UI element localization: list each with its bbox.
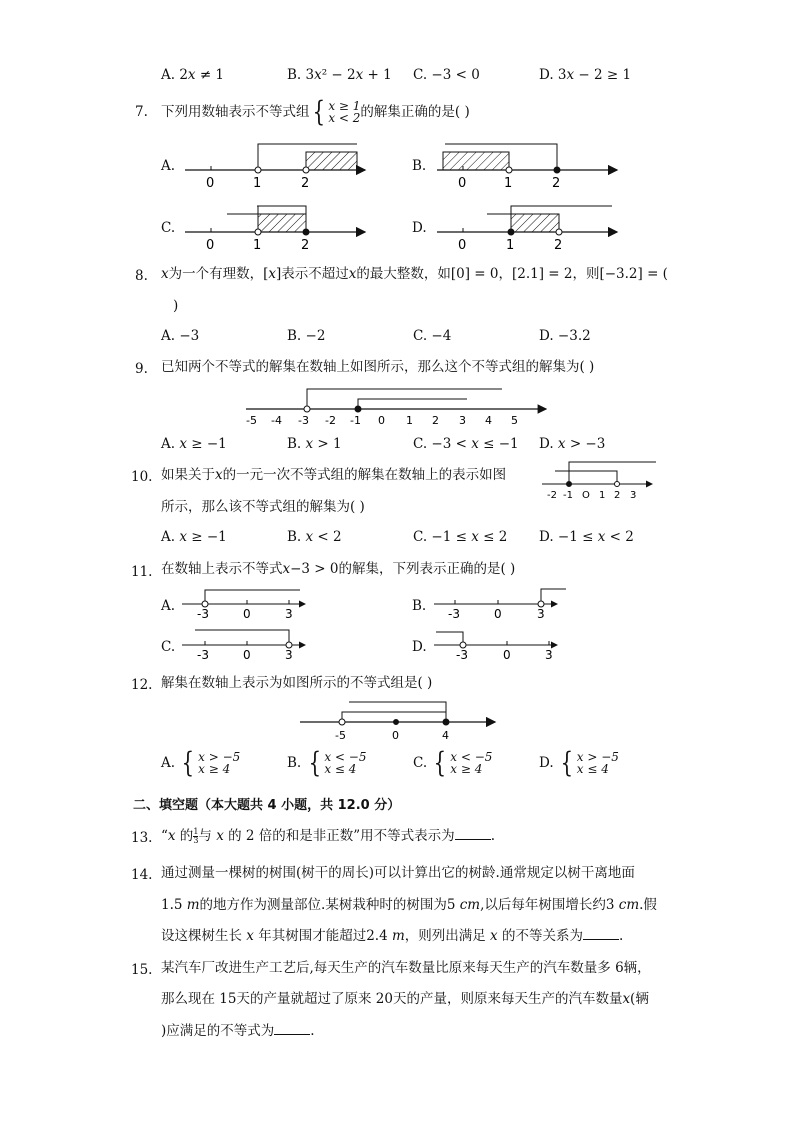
- tick-label: 2: [554, 238, 563, 253]
- tick-label: 3: [630, 490, 637, 501]
- q9-option-b: B. 𝑥 > 1: [287, 436, 342, 452]
- tick-label: O: [582, 490, 590, 501]
- q7-number: 7.: [135, 104, 148, 120]
- q14-end: .: [618, 928, 624, 944]
- q12-option-d: [539, 748, 619, 778]
- brace-icon: {: [434, 746, 447, 779]
- q11-label-d: D.: [412, 639, 427, 655]
- tick-label: 3: [459, 414, 466, 427]
- q8-option-b: B. −2: [287, 328, 326, 344]
- tick-label: 2: [614, 490, 621, 501]
- q10-number: 10.: [131, 469, 153, 485]
- q7-prefix: 下列用数轴表示不等式组: [161, 104, 310, 120]
- q9-text: 已知两个不等式的解集在数轴上如图所示，那么这个不等式组的解集为( ): [161, 359, 595, 375]
- q11-numberline-b: [434, 589, 566, 621]
- q6-option-c: C. −3 < 0: [413, 67, 480, 83]
- q12-numberline: [295, 695, 500, 745]
- tick-label: 3: [285, 648, 293, 662]
- tick-label: -3: [448, 607, 460, 621]
- q12-option-b: [287, 748, 366, 778]
- tick-label: -3: [197, 648, 209, 662]
- tick-label: 3: [537, 607, 545, 621]
- q14-line2: 1.5 𝑚的地方作为测量部位.某树栽种时的树围为5 𝑐𝑚,以后每年树围增长约3 𝑐𝑚.假: [161, 897, 657, 913]
- q15-end: .: [310, 1023, 315, 1039]
- tick-label: 1: [253, 176, 262, 191]
- q14-line1: 通过测量一棵树的树围(树干的周长)可以计算出它的树龄.通常规定以树干离地面: [161, 865, 635, 881]
- tick-label: -3: [456, 648, 468, 662]
- tick-label: 3: [285, 607, 293, 621]
- q7-label-a: A.: [161, 158, 176, 174]
- q12-option-c-row1: 𝑥 < −5: [450, 750, 493, 764]
- q10-line1: 如果关于𝑥的一元一次不等式组的解集在数轴上的表示如图: [161, 467, 507, 483]
- q9-option-d: D. 𝑥 > −3: [539, 436, 606, 452]
- q9-number: 9.: [135, 361, 148, 377]
- q9-option-c: C. −3 < 𝑥 ≤ −1: [413, 436, 519, 452]
- tick-label: 3: [545, 648, 553, 662]
- q7-figures: [0, 0, 794, 260]
- tick-label: 0: [243, 648, 251, 662]
- q12-option-d-row2: 𝑥 ≤ 4: [576, 762, 609, 776]
- tick-label: -3: [298, 414, 309, 427]
- q12-option-a: [161, 748, 240, 778]
- q13-post: 与 𝑥 的 2 倍的和是非正数”用不等式表示为: [198, 828, 455, 844]
- tick-label: 0: [458, 176, 467, 191]
- q6-option-b: B. 3𝑥² − 2𝑥 + 1: [287, 67, 392, 83]
- q8-option-d: D. −3.2: [539, 328, 591, 344]
- q8-line2: ): [173, 298, 179, 314]
- brace-icon: {: [560, 746, 574, 779]
- q13-pre: “𝑥 的: [161, 828, 194, 844]
- q8-line1: 𝑥为一个有理数，[𝑥]表示不超过𝑥的最大整数，如[0] = 0，[2.1] = 2，则[−3.2] = (: [161, 266, 668, 282]
- q12-option-d-row1: 𝑥 > −5: [576, 750, 619, 764]
- tick-label: -1: [350, 414, 361, 427]
- fraction-denominator: 3: [193, 836, 199, 845]
- q10-option-c: C. −1 ≤ 𝑥 ≤ 2: [413, 529, 508, 545]
- q11-label-b: B.: [412, 598, 427, 614]
- q11-text: 在数轴上表示不等式𝑥−3 > 0的解集，下列表示正确的是( ): [161, 561, 516, 577]
- q12-option-c: [413, 748, 492, 778]
- q7-numberline-b: [437, 144, 617, 191]
- tick-label: 0: [206, 238, 215, 253]
- q15-number: 15.: [131, 962, 153, 978]
- q11-numberline-c: [182, 630, 305, 662]
- q7-label-c: C.: [161, 220, 176, 236]
- q12-option-a-row2: 𝑥 ≥ 4: [198, 762, 231, 776]
- tick-label: 5: [511, 414, 518, 427]
- q7-system-row2: 𝑥 < 2: [328, 111, 361, 125]
- tick-label: 2: [301, 238, 310, 253]
- tick-label: -2: [325, 414, 336, 427]
- q7-label-d: D.: [412, 220, 427, 236]
- tick-label: -5: [246, 414, 257, 427]
- q6-option-d: D. 3𝑥 − 2 ≥ 1: [539, 67, 632, 83]
- q12-number: 12.: [131, 677, 153, 693]
- q7-numberline-d: [437, 206, 617, 253]
- answer-blank[interactable]: [274, 1022, 310, 1035]
- q12-option-d-label: D.: [539, 755, 554, 771]
- q15-line1: 某汽车厂改进生产工艺后,每天生产的汽车数量比原来每天生产的汽车数量多 6辆，: [161, 960, 651, 976]
- brace-icon: {: [312, 95, 325, 128]
- q13-text: [161, 827, 495, 845]
- q12-option-b-row2: 𝑥 ≤ 4: [324, 762, 357, 776]
- tick-label: 4: [485, 414, 492, 427]
- q15-line2: 那么现在 15天的产量就超过了原来 20天的产量，则原来每天生产的汽车数量𝑥(辆: [161, 991, 649, 1007]
- brace-icon: {: [308, 746, 321, 779]
- q13-number: 13.: [131, 830, 153, 846]
- tick-label: -3: [197, 607, 209, 621]
- q11-label-a: A.: [161, 598, 176, 614]
- q14-number: 14.: [131, 867, 153, 883]
- tick-label: 0: [206, 176, 215, 191]
- q12-option-b-row1: 𝑥 < −5: [324, 750, 367, 764]
- q11-numberline-d: [434, 632, 557, 662]
- q14-line3-text: 设这棵树生长 𝑥 年其树围才能超过2.4 𝑚，则列出满足 𝑥 的不等关系为: [161, 928, 583, 944]
- tick-label: 1: [504, 176, 513, 191]
- q8-number: 8.: [135, 268, 148, 284]
- q7-numberline-a: [185, 144, 365, 191]
- tick-label: 0: [378, 414, 385, 427]
- q9-option-a: A. 𝑥 ≥ −1: [161, 436, 227, 452]
- answer-blank[interactable]: [455, 827, 491, 840]
- q10-option-d: D. −1 ≤ 𝑥 < 2: [539, 529, 634, 545]
- q11-numberline-a: [182, 590, 305, 621]
- tick-label: 0: [494, 607, 502, 621]
- tick-label: 0: [503, 648, 511, 662]
- fraction-numerator: 1: [193, 827, 199, 836]
- q8-option-a: A. −3: [161, 328, 200, 344]
- q12-option-a-row1: 𝑥 > −5: [198, 750, 241, 764]
- tick-label: 2: [301, 176, 310, 191]
- tick-label: 2: [432, 414, 439, 427]
- tick-label: 4: [442, 729, 449, 742]
- q12-option-c-row2: 𝑥 ≥ 4: [450, 762, 483, 776]
- tick-label: 1: [406, 414, 413, 427]
- q7-suffix: 的解集正确的是( ): [360, 104, 470, 120]
- section-heading: 二、填空题（本大题共 4 小题，共 12.0 分）: [133, 798, 401, 813]
- tick-label: -1: [563, 490, 573, 501]
- q10-option-b: B. 𝑥 < 2: [287, 529, 342, 545]
- tick-label: 1: [253, 238, 262, 253]
- q9-numberline: [240, 380, 560, 430]
- q7-label-b: B.: [412, 158, 427, 174]
- q7-numberline-c: [185, 206, 365, 253]
- q12-option-b-label: B.: [287, 755, 302, 771]
- tick-label: 0: [243, 607, 251, 621]
- q12-text: 解集在数轴上表示为如图所示的不等式组是( ): [161, 675, 433, 691]
- q10-option-a: A. 𝑥 ≥ −1: [161, 529, 227, 545]
- tick-label: 1: [599, 490, 606, 501]
- tick-label: 1: [506, 238, 515, 253]
- q9-tick-labels: [246, 414, 518, 427]
- answer-blank[interactable]: [583, 927, 619, 940]
- brace-icon: {: [182, 746, 195, 779]
- tick-label: 0: [458, 238, 467, 253]
- tick-label: 0: [392, 729, 399, 742]
- q6-option-a: A. 2𝑥 ≠ 1: [161, 67, 225, 83]
- tick-label: -2: [547, 490, 557, 501]
- q11-number: 11.: [131, 564, 153, 580]
- q8-option-c: C. −4: [413, 328, 452, 344]
- q12-option-a-label: A.: [161, 755, 176, 771]
- q12-option-c-label: C.: [413, 755, 428, 771]
- q13-end: .: [490, 828, 495, 844]
- q7-system-row1: 𝑥 ≥ 1: [328, 99, 361, 113]
- q11-label-c: C.: [161, 639, 176, 655]
- q10-numberline: [540, 455, 670, 505]
- q10-line2: 所示，那么该不等式组的解集为( ): [161, 499, 365, 515]
- q15-line3-text: )应满足的不等式为: [161, 1023, 275, 1039]
- tick-label: -4: [271, 414, 282, 427]
- tick-label: 2: [552, 176, 561, 191]
- tick-label: -5: [335, 729, 346, 742]
- q11-figures: [0, 580, 794, 665]
- q15-line3: [161, 1022, 315, 1040]
- q14-line3: [161, 927, 623, 945]
